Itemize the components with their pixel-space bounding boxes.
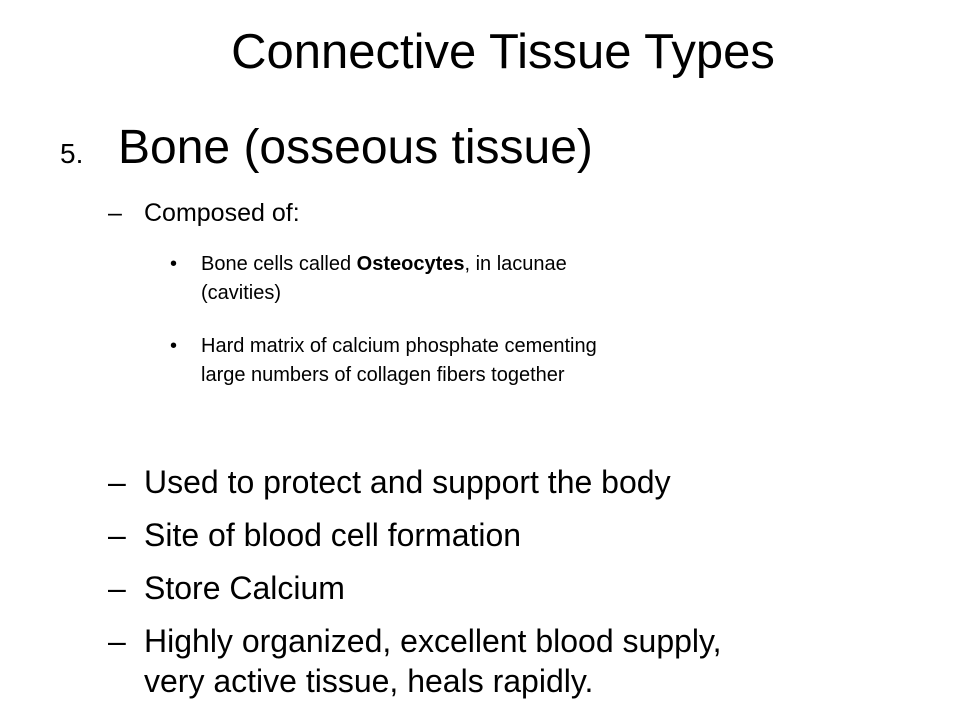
- bullet-item-osteocytes: [170, 250, 567, 308]
- point-text: Store Calcium: [144, 570, 345, 606]
- bullet-marker: •: [170, 253, 178, 275]
- point-text: Highly organized, excellent blood supply,: [144, 623, 722, 659]
- point-continuation: very active tissue, heals rapidly.: [144, 663, 594, 699]
- dash-marker: –: [108, 464, 126, 500]
- section-number: 5.: [60, 138, 84, 169]
- point-item: [108, 462, 671, 502]
- bullet-text-part: , in lacunae: [464, 253, 567, 275]
- point-item: [108, 621, 722, 701]
- slide-title: Connective Tissue Types: [231, 25, 775, 79]
- dash-marker: –: [108, 570, 126, 606]
- dash-marker: –: [108, 517, 126, 553]
- section-heading: [60, 120, 593, 175]
- bullet-bold-term: Osteocytes: [356, 253, 465, 275]
- point-item: [108, 515, 521, 555]
- composed-of-label: Composed of:: [144, 199, 300, 227]
- section-heading-text: Bone (osseous tissue): [118, 121, 593, 174]
- bullet-continuation: (cavities): [201, 282, 282, 304]
- bullet-text-line: Hard matrix of calcium phosphate cementing: [201, 335, 597, 357]
- composed-of-item: [108, 196, 300, 230]
- point-text: Used to protect and support the body: [144, 464, 671, 500]
- dash-marker: –: [108, 623, 126, 659]
- point-text: Site of blood cell formation: [144, 517, 522, 553]
- bullet-marker: •: [170, 335, 178, 357]
- bullet-item-matrix: [170, 332, 597, 390]
- point-item: [108, 568, 345, 608]
- bullet-text-part: Bone cells called: [201, 253, 357, 275]
- dash-marker: –: [108, 199, 122, 227]
- bullet-continuation: large numbers of collagen fibers together: [201, 364, 565, 386]
